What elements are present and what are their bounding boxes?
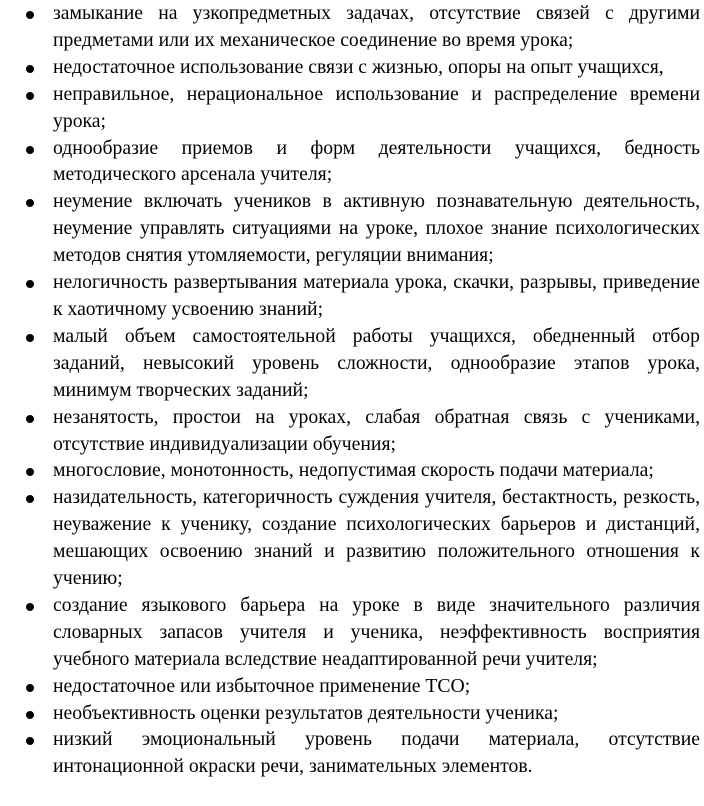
bullet-dot-icon bbox=[26, 92, 34, 100]
list-item bbox=[53, 81, 700, 135]
bullet-dot-icon bbox=[26, 11, 34, 19]
list-item bbox=[53, 0, 700, 54]
list-item-text: создание языкового барьера на уроке в виде значительного различия словарных запасов учителя и ученика, неэффективность восприятия учебного материала вследствие неадаптированной речи учителя; bbox=[53, 593, 700, 670]
list-item bbox=[53, 700, 700, 727]
bullet-dot-icon bbox=[26, 737, 34, 745]
list-item-text: назидательность, категоричность суждения учителя, бестактность, резкость, неуважение к ученику, создание психологических барьеров и дистанций, мешающих освоению знаний и развитию положительного отношения к учению; bbox=[53, 486, 700, 590]
bullet-dot-icon bbox=[26, 603, 34, 611]
list-item-text: малый объем самостоятельной работы учащихся, обедненный отбор заданий, невысокий уровень сложности, однообразие этапов урока, минимум творческих заданий; bbox=[53, 324, 700, 401]
list-item bbox=[53, 188, 700, 269]
bullet-dot-icon bbox=[26, 415, 34, 423]
bullet-dot-icon bbox=[26, 495, 34, 503]
list-item bbox=[53, 726, 700, 780]
bullet-dot-icon bbox=[26, 199, 34, 207]
bullet-dot-icon bbox=[26, 334, 34, 342]
list-item-text: незанятость, простои на уроках, слабая обратная связь с учениками, отсутствие индивидуализации обучения; bbox=[53, 405, 700, 455]
list-item bbox=[53, 484, 700, 592]
list-item-text: многословие, монотонность, недопустимая скорость подачи материала; bbox=[53, 459, 654, 482]
list-item-text: недостаточное или избыточное применение ТСО; bbox=[53, 674, 471, 697]
list-item bbox=[53, 323, 700, 404]
list-item bbox=[53, 457, 700, 484]
list-item-text: неумение включать учеников в активную познавательную деятельность, неумение управлять ситуациями на уроке, плохое знание психологических методов снятия утомляемости, регуляции внимания; bbox=[53, 190, 700, 267]
list-item bbox=[53, 269, 700, 323]
bullet-dot-icon bbox=[26, 684, 34, 692]
bullet-dot-icon bbox=[26, 280, 34, 288]
bullet-dot-icon bbox=[26, 65, 34, 73]
bullet-dot-icon bbox=[26, 468, 34, 476]
list-item-text: недостаточное использование связи с жизнью, опоры на опыт учащихся, bbox=[53, 55, 664, 78]
list-item bbox=[53, 135, 700, 189]
list-item-text: однообразие приемов и форм деятельности учащихся, бедность методического арсенала учителя; bbox=[53, 136, 700, 186]
list-item bbox=[53, 404, 700, 458]
list-item bbox=[53, 54, 700, 81]
bullet-dot-icon bbox=[26, 146, 34, 154]
list-item-text: нелогичность развертывания материала урока, скачки, разрывы, приведение к хаотичному усвоению знаний; bbox=[53, 271, 700, 320]
list-item-text: неправильное, нерациональное использование и распределение времени урока; bbox=[53, 82, 700, 132]
bullet-dot-icon bbox=[26, 711, 34, 719]
list-item-text: необъективность оценки результатов деятельности ученика; bbox=[53, 701, 559, 724]
list-item bbox=[53, 592, 700, 673]
list-item-text: низкий эмоциональный уровень подачи материала, отсутствие интонационной окраски речи, занимательных элементов. bbox=[53, 728, 700, 778]
list-item-text: замыкание на узкопредметных задачах, отсутствие связей с другими предметами или их механическое соединение во время урока; bbox=[53, 2, 700, 51]
list-item bbox=[53, 673, 700, 700]
